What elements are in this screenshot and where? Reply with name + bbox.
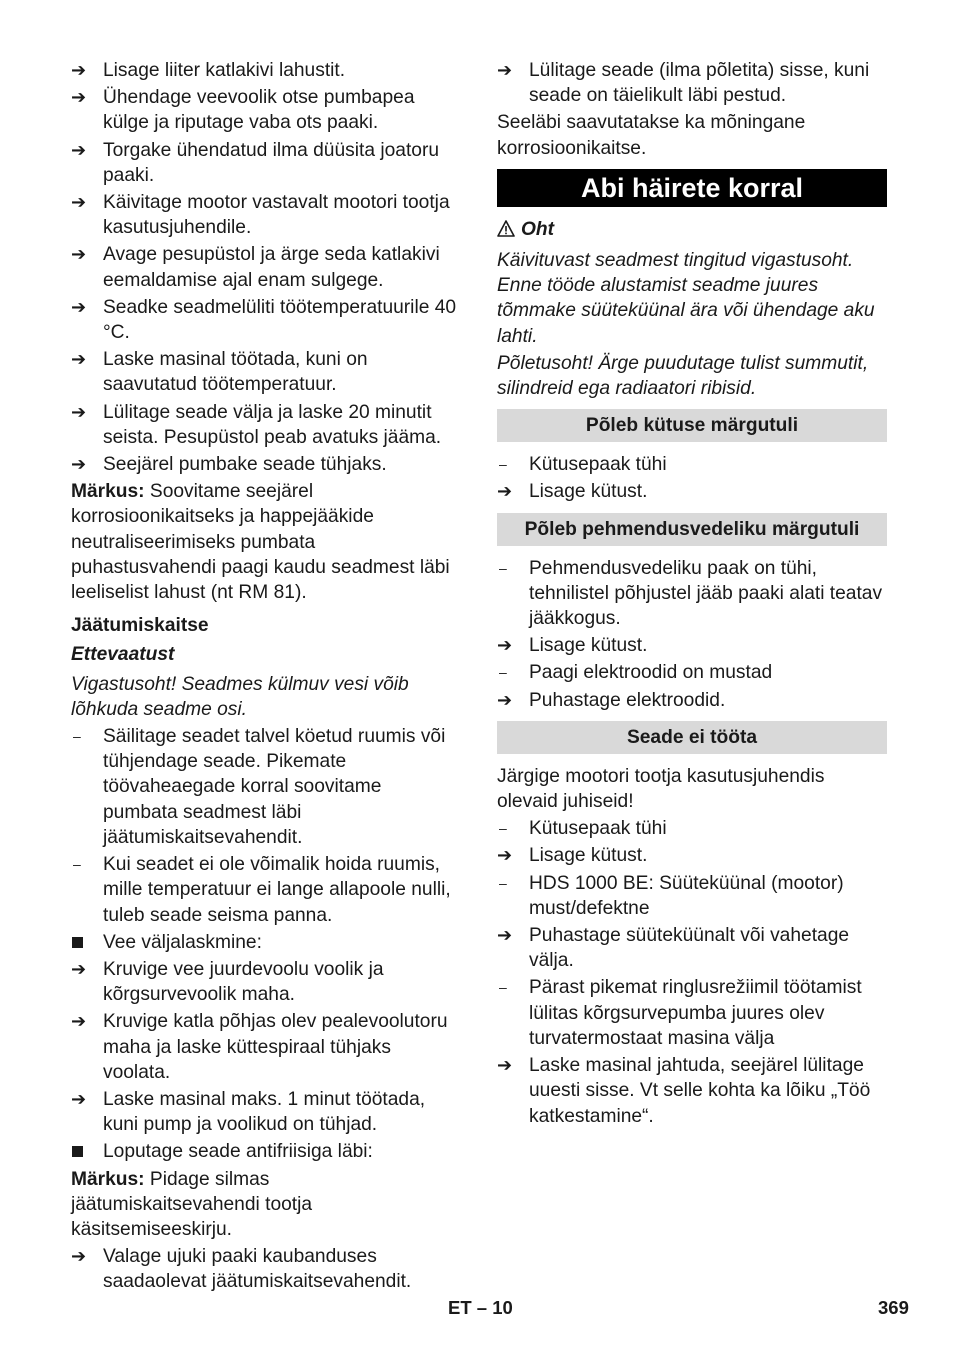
paragraph: Seeläbi saavutatakse ka mõningane korrosioonikaitse. — [497, 112, 806, 159]
list-item-text: Laske masinal töötada, kuni on saavutatud töötemperatuur. — [103, 349, 368, 396]
dash-bullet-icon: – — [499, 456, 507, 473]
arrow-right-icon: ➔ — [71, 958, 87, 979]
danger-heading — [497, 217, 887, 244]
list-item-text: Kütusepaak tühi — [529, 818, 667, 840]
warning-text: Põletusoht! Ärge puudutage tulist summutit, silindreid ega radiaatori ribisid. — [497, 352, 869, 400]
footer-language: ET — [448, 1297, 472, 1318]
list-item — [71, 852, 461, 928]
arrow-right-icon: ➔ — [71, 1246, 87, 1267]
arrow-right-icon: ➔ — [71, 296, 87, 317]
list-item — [71, 724, 461, 850]
list-item — [497, 975, 887, 1051]
list-item — [71, 347, 461, 397]
dash-bullet-icon: – — [499, 874, 507, 891]
dash-bullet-icon: – — [499, 820, 507, 837]
list-item-text: Kütusepaak tühi — [529, 454, 667, 476]
square-bullet-icon — [71, 1139, 97, 1164]
list-item — [497, 816, 887, 841]
arrow-right-icon: ➔ — [497, 481, 513, 502]
square-shape — [72, 937, 83, 948]
list-item — [497, 556, 887, 632]
warning-text: Käivituvast seadmest tingitud vigastusoht. Enne tööde alustamist seadme juures tõmmake süüteküünal ära või ühendage aku lahti. — [497, 250, 875, 347]
list-item-text: Pärast pikemat ringlusrežiimil töötamist lülitas kõrgsurvepumba juures olev turvatermostaat masina välja — [529, 977, 862, 1049]
dash-bullet-icon: – — [499, 664, 507, 681]
arrow-right-icon: ➔ — [71, 349, 87, 370]
list-item-text: Käivitage mootor vastavalt mootori tootja kasutusjuhendile. — [103, 192, 450, 239]
list-item — [71, 452, 461, 477]
list-item — [71, 138, 461, 188]
note-label: Märkus: — [71, 481, 145, 503]
list-item — [71, 295, 461, 345]
list-item-text: Puhastage elektroodid. — [529, 689, 726, 711]
list-item — [497, 1053, 887, 1129]
note-label: Märkus: — [71, 1168, 145, 1190]
chapter-heading: Abi häirete korral — [497, 169, 887, 207]
dash-bullet-icon: – — [73, 856, 81, 873]
footer-page-number: 369 — [878, 1297, 909, 1318]
list-item-text: HDS 1000 BE: Süüteküünal (mootor) must/defektne — [529, 872, 844, 919]
list-item-text: Lülitage seade välja ja laske 20 minutit seista. Pesupüstol peab avatuks jääma. — [103, 401, 442, 448]
list-item — [497, 479, 887, 504]
arrow-right-icon: ➔ — [497, 60, 513, 80]
left-column — [71, 58, 461, 1297]
arrow-right-icon: ➔ — [497, 925, 513, 946]
arrow-right-icon: ➔ — [71, 139, 87, 160]
list-item-text: Torgake ühendatud ilma düüsita joatoru paaki. — [103, 139, 440, 186]
arrow-right-icon: ➔ — [71, 87, 87, 108]
list-item — [71, 58, 461, 83]
arrow-right-icon: ➔ — [497, 689, 513, 710]
list-item-text: Avage pesupüstol ja ärge seda katlakivi eemaldamise ajal enam sulgege. — [103, 244, 440, 291]
list-item — [497, 660, 887, 685]
list-item — [497, 871, 887, 921]
list-item — [71, 1244, 461, 1294]
warning-triangle-icon — [497, 219, 515, 244]
list-item — [497, 923, 887, 973]
list-item-text: Seadke seadmelüliti töötemperatuurile 40 °C. — [103, 296, 457, 344]
list-item — [71, 400, 461, 450]
list-item-text: Seejärel pumbake seade tühjaks. — [103, 454, 387, 476]
list-item-text: Kruvige vee juurdevoolu voolik ja kõrgsurvevoolik maha. — [103, 958, 384, 1006]
arrow-right-icon: ➔ — [497, 1055, 513, 1076]
list-item — [71, 1087, 461, 1137]
list-item — [71, 957, 461, 1007]
list-item — [497, 58, 887, 108]
list-item-text: Lisage kütust. — [529, 845, 648, 867]
list-item-text: Laske masinal jahtuda, seejärel lülitage uuesti sisse. Vt selle kohta ka lõiku „Töö katkestamine“. — [529, 1055, 871, 1127]
section-subheading: Jäätumiskaitse — [71, 615, 209, 637]
list-item — [71, 1139, 461, 1164]
list-item — [497, 452, 887, 477]
arrow-right-icon: ➔ — [71, 401, 87, 422]
arrow-right-icon: ➔ — [497, 635, 513, 656]
warning-text: Vigastusoht! Seadmes külmuv vesi võib lõhkuda seadme osi. — [71, 673, 409, 720]
list-item — [71, 930, 461, 955]
right-column — [497, 58, 887, 1131]
dash-bullet-icon: – — [73, 728, 81, 745]
arrow-right-icon: ➔ — [71, 192, 87, 213]
section-heading: Seade ei tööta — [497, 721, 887, 754]
list-item-text: Lisage kütust. — [529, 481, 648, 503]
list-item — [497, 633, 887, 658]
dash-bullet-icon: – — [499, 979, 507, 996]
note-text: Pidage silmas jäätumiskaitsevahendi tootja käsitsemiseeskirju. — [71, 1168, 313, 1240]
list-item-text: Pehmendusvedeliku paak on tühi, tehnilistel põhjustel jääb paaki alati teatav jääkkogus. — [529, 557, 883, 630]
list-item — [497, 688, 887, 713]
list-item — [497, 843, 887, 868]
section-heading: Põleb pehmendusvedeliku märgutuli — [497, 513, 887, 546]
footer-language-page — [448, 1297, 513, 1319]
list-item-text: Valage ujuki paaki kaubanduses saadaolevat jäätumiskaitsevahendit. — [103, 1246, 412, 1293]
list-item-text: Vee väljalaskmine: — [103, 931, 262, 953]
list-item-text: Ühendage veevoolik otse pumbapea külge ja riputage vaba ots paaki. — [103, 87, 415, 134]
square-bullet-icon — [71, 930, 97, 955]
note-paragraph — [71, 479, 461, 605]
list-item-text: Kruvige katla põhjas olev pealevoolutoru maha ja laske küttespiraal tühjaks voolata. — [103, 1011, 448, 1083]
list-item-text: Kui seadet ei ole võimalik hoida ruumis, mille temperatuur ei lange allapoole nulli, tuleb seade seisma panna. — [103, 854, 451, 926]
arrow-right-icon: ➔ — [71, 1011, 87, 1032]
list-item-text: Puhastage süüteküünalt või vahetage välja. — [529, 925, 850, 972]
square-shape — [72, 1146, 83, 1157]
arrow-right-icon: ➔ — [71, 1088, 87, 1109]
section-heading: Põleb kütuse märgutuli — [497, 409, 887, 442]
list-item — [71, 190, 461, 240]
list-item — [71, 242, 461, 292]
dash-bullet-icon: – — [499, 559, 507, 576]
list-item-text: Lisage liiter katlakivi lahustit. — [103, 60, 346, 81]
caution-heading: Ettevaatust — [71, 644, 175, 666]
arrow-right-icon: ➔ — [71, 244, 87, 265]
list-item — [71, 1009, 461, 1085]
arrow-right-icon: ➔ — [497, 845, 513, 866]
danger-label: Oht — [521, 218, 555, 240]
list-item-text: Lülitage seade (ilma põletita) sisse, kuni seade on täielikult läbi pestud. — [529, 60, 870, 107]
list-item-text: Lisage kütust. — [529, 635, 648, 657]
list-item-text: Säilitage seadet talvel köetud ruumis või tühjendage seade. Pikemate töövaheaegade korral soovitame pumbata seadmest läbi jäätumiskaitsevahendit. — [103, 726, 446, 848]
arrow-right-icon: ➔ — [71, 454, 87, 475]
list-item-text: Laske masinal maks. 1 minut töötada, kuni pump ja voolikud on tühjad. — [103, 1088, 426, 1136]
list-item-text: Loputage seade antifriisiga läbi: — [103, 1141, 373, 1163]
footer-local-page: – 10 — [476, 1297, 513, 1318]
list-item — [71, 85, 461, 135]
arrow-right-icon: ➔ — [71, 60, 87, 80]
paragraph: Järgige mootori tootja kasutusjuhendis olevaid juhiseid! — [497, 765, 825, 813]
note-paragraph — [71, 1167, 461, 1243]
list-item-text: Paagi elektroodid on mustad — [529, 662, 773, 684]
note-text: Soovitame seejärel korrosioonikaitseks ja happejääkide neutraliseerimiseks pumbata puhastusvahendi paagi kaudu seadmest läbi leeliselist lahust (nt RM 81). — [71, 481, 450, 604]
